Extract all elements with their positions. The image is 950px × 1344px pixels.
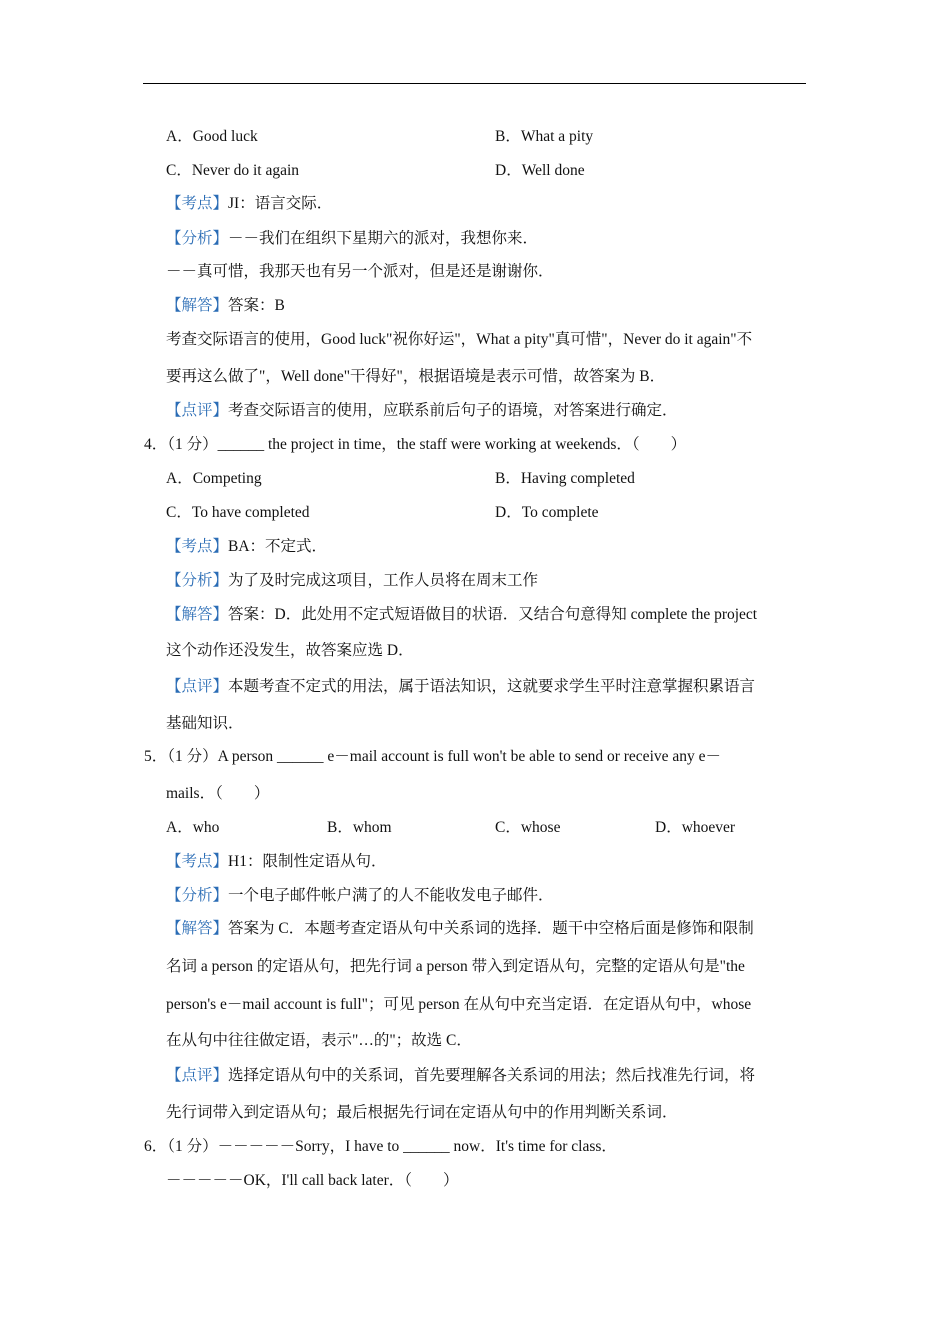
q4-jieda [166,605,757,625]
q3-fenxi-text-2: －－真可惜，我那天也有另一个派对，但是还是谢谢你． [166,263,554,280]
kaodian-tag: 【考点】 [166,538,229,555]
q5-option-c: C．whose [495,819,561,836]
q4-option-c: C．To have completed [166,504,310,521]
q5-option-d: D．whoever [655,819,736,836]
jieda-tag: 【解答】 [166,606,229,623]
q4-kaodian-text: BA：不定式． [228,538,328,555]
q3-option-b: B．What a pity [495,128,594,145]
q3-option-c: C．Never do it again [166,162,300,179]
q5-option-a: A．who [166,819,220,836]
q3-dianping [166,401,678,421]
q4-option-d: D．To complete [495,504,599,521]
q4-option-a: A．Competing [166,470,262,487]
q4-fenxi [166,571,538,591]
q4-stem: 4．（1 分）______ the project in time，the staff were working at weekends．（ ） [144,436,687,453]
q5-jieda-text-3: person's e－mail account is full"；可见 person 在从句中充当定语．在定语从句中，whose [166,996,752,1013]
kaodian-tag: 【考点】 [166,853,229,870]
q5-stem-1: 5．（1 分）A person ______ e－mail account is full won't be able to send or receive any e－ [144,748,722,765]
fenxi-tag: 【分析】 [166,230,229,247]
q3-option-d: D．Well done [495,162,585,179]
q3-jieda-text-3: 要再这么做了"，Well done"干得好"，根据语境是表示可惜，故答案为 B． [166,368,666,385]
q3-fenxi [166,229,538,249]
q4-option-b: B．Having completed [495,470,635,487]
q6-stem-1: 6．（1 分）－－－－－Sorry，I have to ______ now．It's time for class． [144,1138,617,1155]
q5-dianping-text-2: 先行词带入到定语从句；最后根据先行词在定语从句中的作用判断关系词． [166,1104,678,1121]
q5-dianping [166,1066,755,1086]
q3-kaodian [166,194,332,214]
q6-stem-2: －－－－－OK，I'll call back later．（ ） [166,1172,459,1189]
q4-dianping-text-2: 基础知识． [166,715,244,732]
q5-kaodian [166,852,386,872]
q4-kaodian [166,537,327,557]
q5-stem-2: mails．（ ） [166,785,270,802]
q5-jieda-text-1: 答案为 C．本题考查定语从句中关系词的选择．题干中空格后面是修饰和限制 [228,920,754,937]
q4-fenxi-text: 为了及时完成这项目，工作人员将在周末工作 [228,572,539,589]
jieda-tag: 【解答】 [166,297,229,314]
q4-jieda-text-2: 这个动作还没发生，故答案应选 D． [166,642,414,659]
q5-jieda [166,919,754,939]
q5-jieda-text-4: 在从句中往往做定语，表示"…的"；故选 C． [166,1032,472,1049]
q3-option-a: A．Good luck [166,128,258,145]
header-rule [143,83,806,84]
q3-jieda-text: 答案：B [228,297,285,314]
kaodian-tag: 【考点】 [166,195,229,212]
dianping-tag: 【点评】 [166,1067,229,1084]
q3-dianping-text: 考查交际语言的使用，应联系前后句子的语境，对答案进行确定． [228,402,678,419]
dianping-tag: 【点评】 [166,402,229,419]
q5-fenxi-text: 一个电子邮件帐户满了的人不能收发电子邮件． [228,887,554,904]
q3-fenxi-text-1: －－我们在组织下星期六的派对，我想你来． [228,230,539,247]
q5-kaodian-text: H1：限制性定语从句． [228,853,387,870]
q3-kaodian-text: JI：语言交际． [228,195,333,212]
q4-jieda-text-1: 答案：D．此处用不定式短语做目的状语．又结合句意得知 complete the project [228,606,758,623]
q5-jieda-text-2: 名词 a person 的定语从句，把先行词 a person 带入到定语从句，完整的定语从句是"the [166,958,745,975]
q5-option-b: B．whom [327,819,392,836]
jieda-tag: 【解答】 [166,920,229,937]
fenxi-tag: 【分析】 [166,572,229,589]
q5-dianping-text-1: 选择定语从句中的关系词，首先要理解各关系词的用法；然后找准先行词，将 [228,1067,756,1084]
q3-jieda-text-2: 考查交际语言的使用，Good luck"祝你好运"，What a pity"真可惜"，Never do it again"不 [166,331,753,348]
q3-jieda [166,296,285,316]
q5-fenxi [166,886,554,906]
q4-dianping-text-1: 本题考查不定式的用法，属于语法知识，这就要求学生平时注意掌握积累语言 [228,678,756,695]
dianping-tag: 【点评】 [166,678,229,695]
fenxi-tag: 【分析】 [166,887,229,904]
q4-dianping [166,677,755,697]
